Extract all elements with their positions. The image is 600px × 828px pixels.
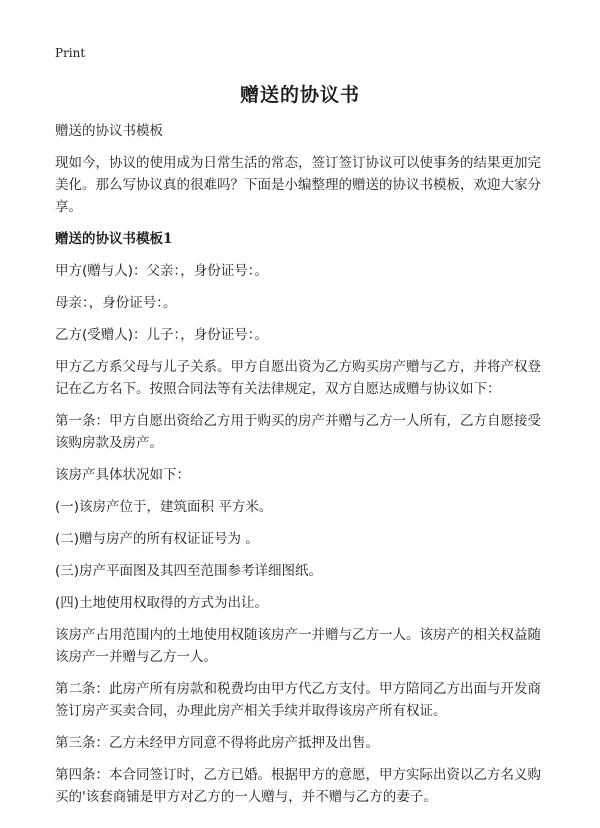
body-paragraph: 甲方乙方系父母与儿子关系。甲方自愿出资为乙方购买房产赠与乙方，并将产权登记在乙方名下。按照合同法等有关法律规定，双方自愿达成赠与协议如下： [55,359,541,397]
document-title: 赠送的协议书 [239,84,360,106]
body-paragraph: 第三条：乙方未经甲方同意不得将此房产抵押及出售。 [55,735,379,751]
intro-paragraph: 现如今，协议的使用成为日常生活的常态，签订签订协议可以使事务的结果更加完美化。那么写协议真的很难吗？下面是小编整理的赠送的协议书模板，欢迎大家分享。 [55,155,541,215]
body-paragraph: (四)土地使用权取得的方式为出让。 [55,595,269,611]
body-paragraph: (二)赠与房产的所有权证证号为 。 [55,531,259,547]
section-heading: 赠送的协议书模板1 [55,231,173,247]
body-paragraph: 甲方(赠与人)：父亲：，身份证号：。 [55,263,269,279]
body-paragraph: 第一条：甲方自愿出资给乙方用于购买的房产并赠与乙方一人所有，乙方自愿接受该购房款及房产。 [55,413,541,451]
body-paragraph: 乙方(受赠人)：儿子：，身份证号：。 [55,327,269,343]
body-paragraph: 该房产具体状况如下： [55,467,190,483]
document-body [55,120,545,818]
body-paragraph: 第二条：此房产所有房款和税费均由甲方代乙方支付。甲方陪同乙方出面与开发商签订房产买卖合同，办理此房产相关手续并取得该房产所有权证。 [55,681,541,719]
print-link[interactable]: Print [55,46,86,60]
body-paragraph: 母亲：，身份证号：。 [55,295,177,311]
document-subtitle: 赠送的协议书模板 [55,123,163,139]
body-paragraph: (三)房产平面图及其四至范围参考详细图纸。 [55,563,323,579]
body-paragraph: 该房产占用范围内的土地使用权随该房产一并赠与乙方一人。该房产的相关权益随该房产一并赠与乙方一人。 [55,627,541,665]
body-paragraph: (一)该房产位于，建筑面积 平方米。 [55,499,273,515]
body-paragraph: 第四条：本合同签订时，乙方已婚。根据甲方的意愿，甲方实际出资以乙方名义购买的'该套商铺是甲方对乙方的一人赠与，并不赠与乙方的妻子。 [55,767,541,805]
